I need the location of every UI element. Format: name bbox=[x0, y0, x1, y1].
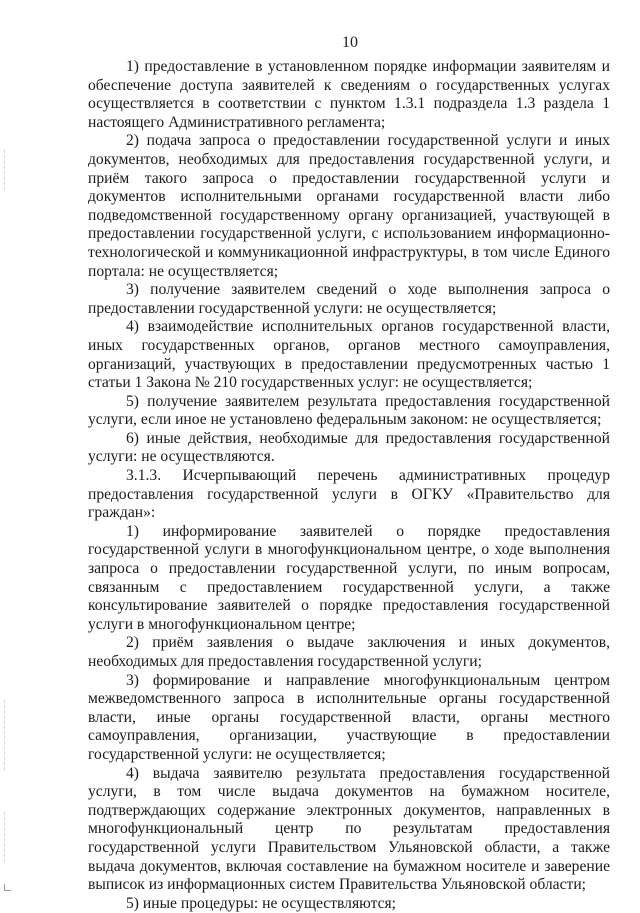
paragraph-other-actions: 6) иные действия, необходимые для предоставления государственной услуги: не осуществляются. bbox=[88, 429, 610, 466]
paragraph-result-issuance: 4) выдача заявителю результата предоставления государственной услуги, в том числе выдача документов на бумажном носителе, подтверждающих содержание электронных документов, направленных в многофункциональный центр по результатам предоставления государственной услуги Правительством Ульяновской области, а также выдача документов, включая составление на бумажном носителе и заверение выписок из информационных систем Правительства Ульяновской области; bbox=[88, 764, 610, 894]
paragraph-request-submission: 2) подача запроса о предоставлении государственной услуги и иных документов, необходимых для предоставления государственной услуги, и приём такого запроса о предоставлении государственной услуги и документов исполнительными органами государственной власти либо подведомственной государственному органу организацией, участвующей в предоставлении государственной услуги, с использованием информационно-технологической и коммуникационной инфраструктуры, в том числе Единого портала: не осуществляется; bbox=[88, 132, 610, 280]
paragraph-interagency-request: 3) формирование и направление многофункциональным центром межведомственного запроса в исполнительные органы государственной власти, иные органы государственной власти, органы местного самоуправления, организации, участвующие в предоставлении государственной услуги: не осуществляется; bbox=[88, 671, 610, 763]
paragraph-section-3-1-3: 3.1.3. Исчерпывающий перечень административных процедур предоставления государственной услуги в ОГКУ «Правительство для граждан»: bbox=[88, 467, 610, 522]
scan-margin-mark bbox=[4, 700, 13, 770]
scan-margin-mark bbox=[4, 812, 13, 862]
scan-margin-mark bbox=[4, 150, 13, 190]
paragraph-result-receipt: 5) получение заявителем результата предоставления государственной услуги, если иное не установлено федеральным законом: не осуществляется; bbox=[88, 392, 610, 429]
paragraph-application-receipt: 2) приём заявления о выдаче заключения и иных документов, необходимых для предоставления государственной услуги; bbox=[88, 634, 610, 670]
document-body bbox=[88, 58, 610, 913]
paragraph-info-provision: 1) предоставление в установленном порядке информации заявителям и обеспечение доступа заявителей к сведениям о государственных услугах осуществляется в соответствии с пунктом 1.3.1 подраздела 1.3 раздела 1 настоящего Административного регламента; bbox=[88, 58, 610, 131]
paragraph-interagency: 4) взаимодействие исполнительных органов государственной власти, иных государственных органов, органов местного самоуправления, организаций, участвующих в предоставлении предусмотренных частью 1 статьи 1 Закона № 210 государственных услуг: не осуществляется; bbox=[88, 318, 610, 392]
paragraph-other-procedures: 5) иные процедуры: не осуществляются; bbox=[126, 894, 397, 912]
scan-corner-mark bbox=[4, 884, 11, 891]
page-number: 10 bbox=[342, 34, 358, 51]
paragraph-mfc-informing: 1) информирование заявителей о порядке предоставления государственной услуги в многофункциональном центре, о ходе выполнения запроса о предоставлении государственной услуги, по иным вопросам, связанным с предоставлением государственной услуги, а также консультирование заявителей о порядке предоставления государственной услуги в многофункциональном центре; bbox=[88, 522, 610, 633]
paragraph-status-info: 3) получение заявителем сведений о ходе выполнения запроса о предоставлении государственной услуги: не осуществляется; bbox=[88, 281, 610, 317]
